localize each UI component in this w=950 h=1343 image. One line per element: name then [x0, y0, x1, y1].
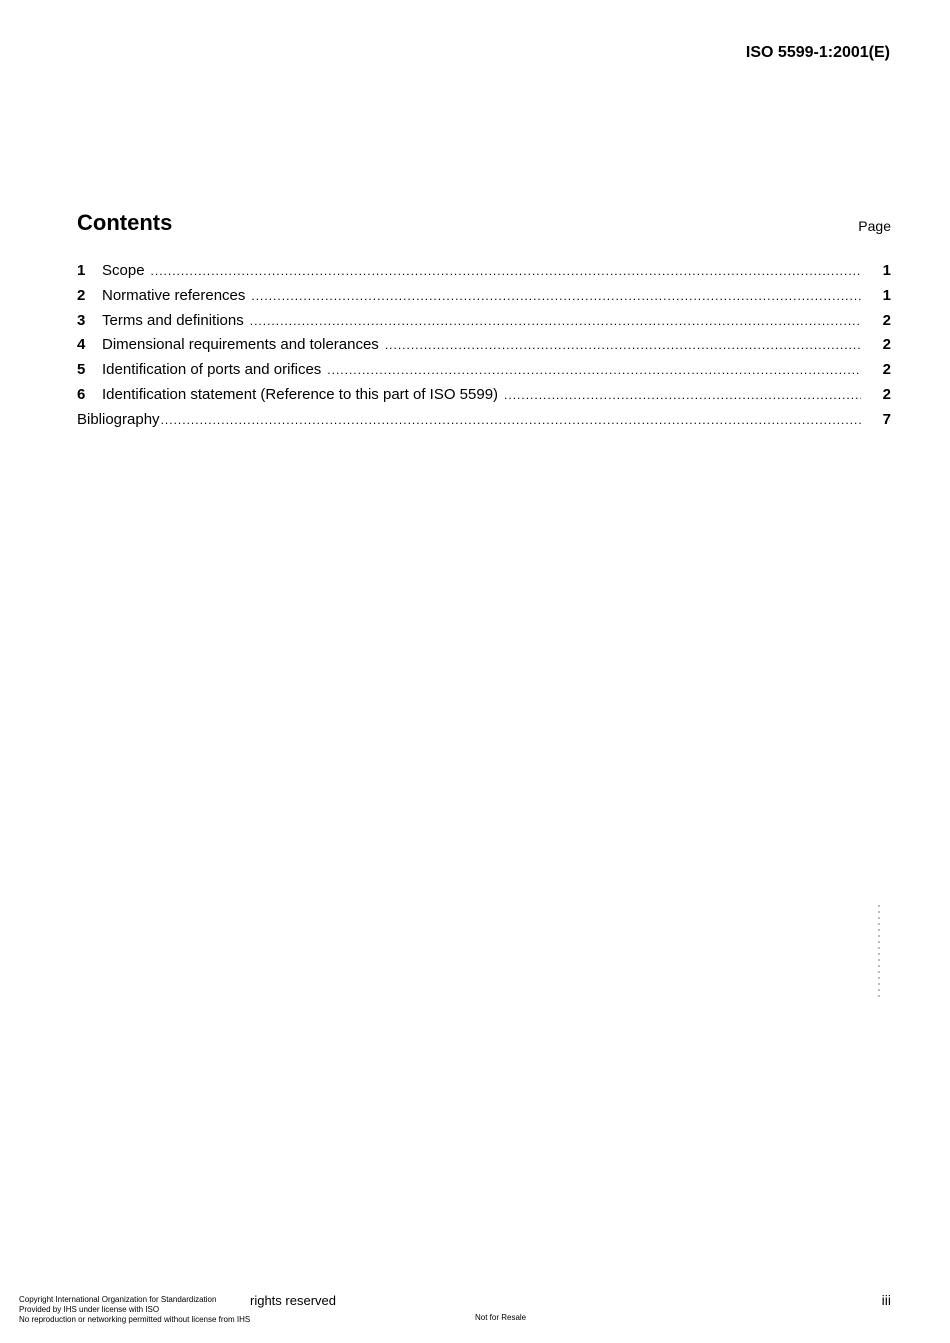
- entry-label: Terms and definitions: [102, 311, 244, 329]
- copyright-notice: [19, 1295, 250, 1325]
- entry-label: Dimensional requirements and tolerances: [102, 336, 379, 354]
- leader-dots: [251, 289, 861, 303]
- not-for-resale: Not for Resale: [475, 1313, 527, 1322]
- margin-mark: [878, 905, 880, 1000]
- entry-page: 2: [882, 361, 891, 379]
- toc-entry[interactable]: [77, 336, 891, 361]
- toc-entry[interactable]: [77, 361, 891, 386]
- entry-number: 1: [77, 262, 86, 279]
- entry-page: 7: [882, 410, 891, 428]
- entry-page: 2: [882, 336, 891, 354]
- rights-reserved: rights reserved: [250, 1293, 336, 1308]
- entry-label: Identification of ports and orifices: [102, 361, 322, 379]
- entry-label: Normative references: [102, 286, 246, 304]
- entry-label: Identification statement (Reference to this part of ISO 5599): [102, 385, 499, 403]
- entry-number: 3: [77, 311, 86, 329]
- toc-entry[interactable]: [77, 262, 891, 287]
- entry-label: Scope: [102, 262, 145, 279]
- copyright-line: No reproduction or networking permitted without license from IHS: [19, 1315, 251, 1324]
- leader-dots: [327, 363, 861, 377]
- page-number: iii: [881, 1292, 891, 1308]
- toc-entry[interactable]: [77, 312, 891, 337]
- entry-label: Bibliography: [77, 410, 160, 428]
- copyright-line: Provided by IHS under license with ISO: [19, 1305, 160, 1314]
- entry-page: 2: [882, 385, 891, 403]
- table-of-contents: [77, 262, 891, 436]
- entry-number: 5: [77, 361, 86, 379]
- leader-dots: [504, 388, 861, 402]
- entry-page: 1: [882, 286, 891, 304]
- entry-number: 2: [77, 286, 86, 304]
- toc-entry[interactable]: [77, 386, 891, 411]
- leader-dots: [385, 338, 861, 352]
- toc-entry-bibliography[interactable]: [77, 411, 891, 436]
- entry-page: 1: [882, 262, 891, 279]
- leader-dots: [161, 413, 861, 427]
- copyright-line: Copyright International Organization for Standardization: [19, 1295, 217, 1304]
- page-column-label: Page: [858, 218, 891, 234]
- toc-entry[interactable]: [77, 287, 891, 312]
- document-id: ISO 5599-1:2001(E): [745, 44, 890, 61]
- entry-number: 6: [77, 385, 86, 403]
- leader-dots: [250, 314, 861, 328]
- leader-dots: [151, 264, 861, 278]
- entry-page: 2: [882, 311, 891, 329]
- contents-title: Contents: [77, 210, 173, 235]
- entry-number: 4: [77, 336, 86, 354]
